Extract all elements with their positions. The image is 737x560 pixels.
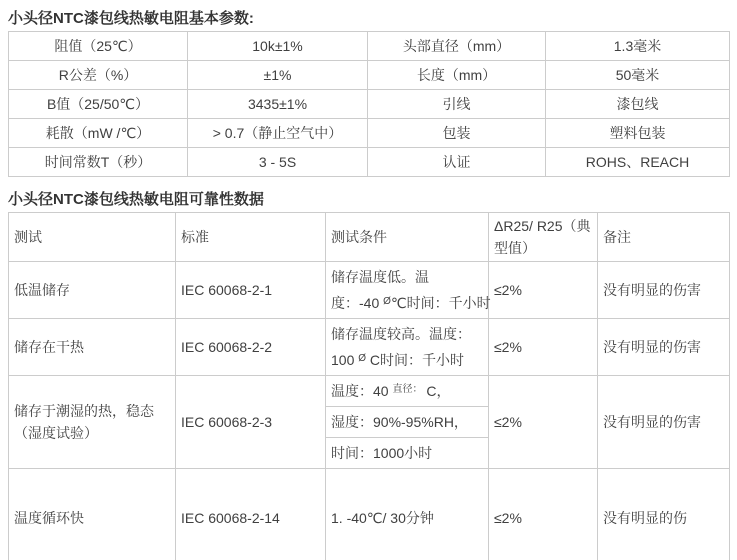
header-row: [9, 213, 730, 262]
param-label-cell: R公差（%）: [9, 61, 188, 90]
column-header-cell: 测试条件: [326, 213, 489, 262]
condition-text: C，: [422, 383, 451, 399]
condition-line: [331, 440, 483, 466]
standard-cell: IEC 60068-2-2: [176, 319, 326, 376]
table-row: [9, 148, 730, 177]
reliability-table: [8, 212, 730, 560]
param-value-cell: 3 - 5S: [188, 148, 368, 177]
condition-cell: [326, 438, 489, 469]
condition-cell: [326, 469, 489, 560]
condition-cell: [326, 407, 489, 438]
param-label-cell: 阻值（25℃）: [9, 32, 188, 61]
condition-text: C时间：千小时: [366, 352, 465, 368]
standard-cell: IEC 60068-2-14: [176, 469, 326, 560]
test-cell: 储存在干热: [9, 319, 176, 376]
condition-cell: [326, 262, 489, 319]
test-cell: 储存于潮湿的热，稳态（湿度试验）: [9, 376, 176, 469]
param-label-cell: 引线: [368, 90, 546, 119]
param-value-cell: ±1%: [188, 61, 368, 90]
column-header-cell: 测试: [9, 213, 176, 262]
table-row: [9, 262, 730, 319]
test-cell: 低温储存: [9, 262, 176, 319]
param-value-cell: 1.3毫米: [546, 32, 730, 61]
test-cell: 温度循环快: [9, 469, 176, 560]
condition-text: 储存温度低。温: [331, 269, 429, 285]
table-row: [9, 319, 730, 376]
delta-cell: ≤2%: [489, 469, 598, 560]
condition-text: ℃时间：千小时: [390, 295, 491, 311]
document-page: [0, 10, 737, 560]
standard-cell: IEC 60068-2-3: [176, 376, 326, 469]
note-cell: 没有明显的伤: [598, 469, 730, 560]
condition-line: [331, 290, 491, 316]
superscript-text: Ø: [358, 353, 367, 364]
standard-cell: IEC 60068-2-1: [176, 262, 326, 319]
table-row: [9, 90, 730, 119]
param-label-cell: 包装: [368, 119, 546, 148]
param-label-cell: 头部直径（mm）: [368, 32, 546, 61]
note-cell: 没有明显的伤害: [598, 376, 730, 469]
condition-text: 1. -40℃/ 30分钟: [331, 509, 434, 526]
condition-line: [331, 378, 483, 404]
condition-text: 100: [331, 352, 359, 368]
superscript-text: 直径：: [392, 384, 423, 395]
condition-line: [331, 347, 483, 373]
condition-text: 时间：1000小时: [331, 445, 433, 461]
condition-text: 度：-40: [331, 295, 384, 311]
condition-text: 湿度：90%-95%RH，: [331, 414, 468, 430]
column-header-cell: ΔR25/ R25（典型值）: [489, 213, 598, 262]
param-value-cell: > 0.7（静止空气中）: [188, 119, 368, 148]
table-row: [9, 469, 730, 560]
param-value-cell: 10k±1%: [188, 32, 368, 61]
condition-text: 储存温度较高。温度：: [331, 326, 471, 342]
superscript-text: Ø: [383, 296, 391, 307]
condition-cell: [326, 376, 489, 407]
param-value-cell: ROHS、REACH: [546, 148, 730, 177]
param-value-cell: 漆包线: [546, 90, 730, 119]
param-label-cell: 认证: [368, 148, 546, 177]
note-cell: 没有明显的伤害: [598, 262, 730, 319]
table-row: [9, 376, 730, 407]
reliability-title: 小头径NTC漆包线热敏电阻可靠性数据: [8, 191, 264, 208]
param-value-cell: 塑料包装: [546, 119, 730, 148]
param-label-cell: 长度（mm）: [368, 61, 546, 90]
column-header-cell: 标准: [176, 213, 326, 262]
basic-params-table: [8, 31, 730, 177]
condition-line: [331, 505, 483, 531]
param-label-cell: 时间常数T（秒）: [9, 148, 188, 177]
delta-cell: ≤2%: [489, 319, 598, 376]
param-value-cell: 50毫米: [546, 61, 730, 90]
note-cell: 没有明显的伤害: [598, 319, 730, 376]
condition-line: [331, 409, 483, 435]
condition-cell: [326, 319, 489, 376]
column-header-cell: 备注: [598, 213, 730, 262]
param-value-cell: 3435±1%: [188, 90, 368, 119]
condition-line: [331, 264, 483, 290]
basic-params-title: 小头径NTC漆包线热敏电阻基本参数:: [8, 10, 254, 27]
param-label-cell: B值（25/50℃）: [9, 90, 188, 119]
table-row: [9, 61, 730, 90]
delta-cell: ≤2%: [489, 262, 598, 319]
condition-line: [331, 321, 483, 347]
delta-cell: ≤2%: [489, 376, 598, 469]
table-row: [9, 119, 730, 148]
condition-text: 温度：40: [331, 383, 393, 399]
param-label-cell: 耗散（mW /℃）: [9, 119, 188, 148]
table-row: [9, 32, 730, 61]
